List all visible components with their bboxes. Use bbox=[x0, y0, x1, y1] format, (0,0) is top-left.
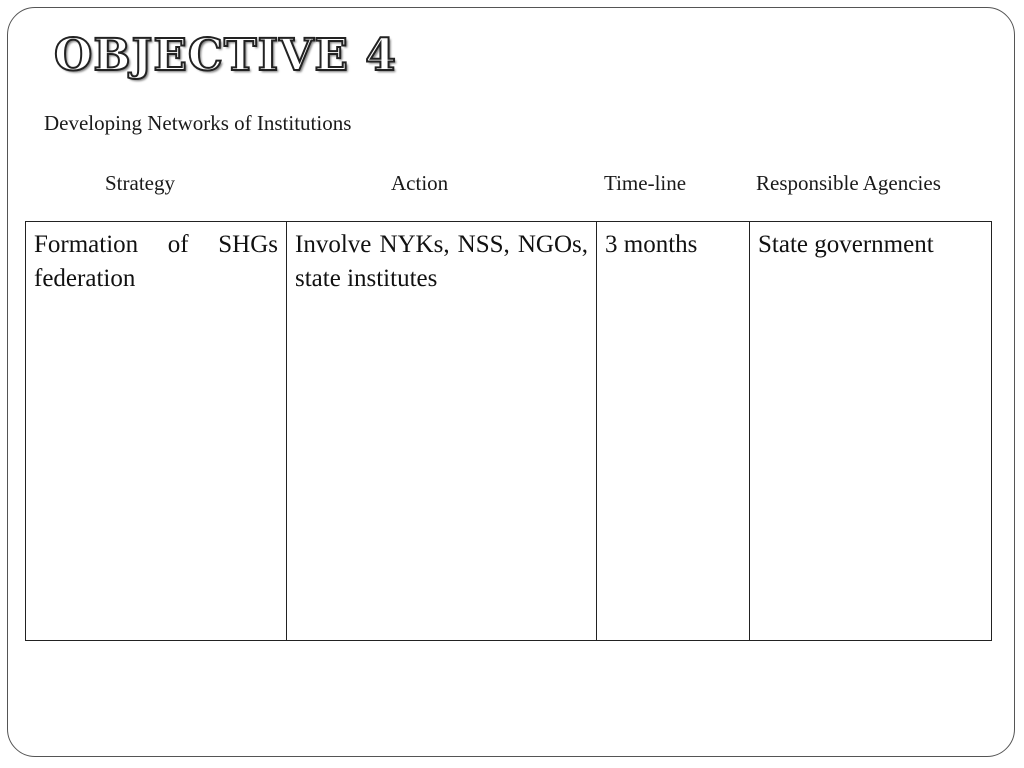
column-header-strategy: Strategy bbox=[105, 171, 175, 195]
column-header-action: Action bbox=[391, 171, 449, 195]
slide-subtitle: Developing Networks of Institutions bbox=[44, 111, 352, 135]
column-header-timeline: Time-line bbox=[604, 171, 687, 195]
cell-timeline: 3 months bbox=[597, 222, 750, 641]
slide-title: OBJECTIVE 4 bbox=[54, 30, 397, 81]
cell-action: Involve NYKs, NSS, NGOs, state institutes bbox=[287, 222, 597, 641]
objective-table bbox=[25, 221, 992, 641]
cell-responsible-agencies: State government bbox=[750, 222, 992, 641]
column-header-responsible-agencies: Responsible Agencies bbox=[756, 171, 941, 195]
cell-strategy: Formation of SHGs federation bbox=[26, 222, 287, 641]
table-row bbox=[26, 222, 992, 641]
